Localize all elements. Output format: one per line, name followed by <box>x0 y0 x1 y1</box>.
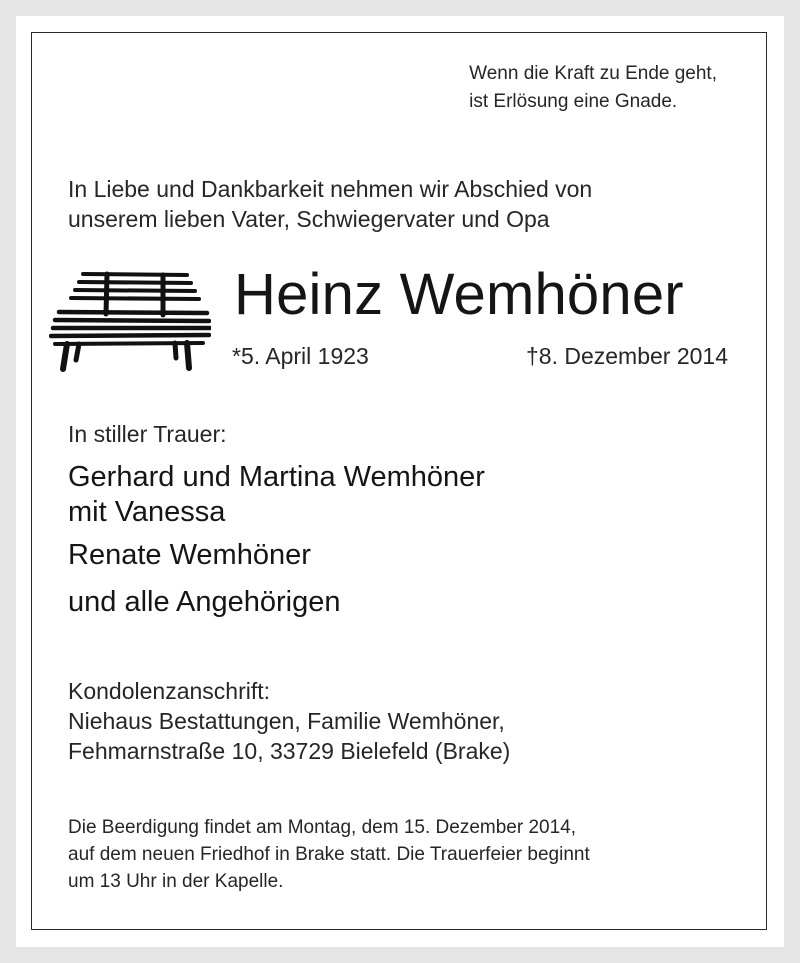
deceased-name: Heinz Wemhöner <box>234 262 684 327</box>
mourner-line: Renate Wemhöner <box>68 539 311 571</box>
funeral-line-2: auf dem neuen Friedhof in Brake statt. Die Trauerfeier beginnt <box>68 844 590 865</box>
death-date: †8. Dezember 2014 <box>525 343 728 369</box>
mourner-line: und alle Angehörigen <box>68 586 341 618</box>
birth-date: *5. April 1923 <box>232 343 369 369</box>
funeral-line-3: um 13 Uhr in der Kapelle. <box>68 871 284 892</box>
funeral-line-1: Die Beerdigung findet am Montag, dem 15. Dezember 2014, <box>68 817 577 838</box>
condolence-address <box>68 676 510 766</box>
mourners-list <box>68 460 485 620</box>
obituary-sheet <box>16 16 784 947</box>
motto-line-1: Wenn die Kraft zu Ende geht, <box>469 63 717 84</box>
condolence-line-1: Niehaus Bestattungen, Familie Wemhöner, <box>68 708 505 734</box>
intro-line-1: In Liebe und Dankbarkeit nehmen wir Abschied von <box>68 176 593 202</box>
mourner-line: Gerhard und Martina Wemhöner <box>68 461 485 493</box>
mourner-line: mit Vanessa <box>68 496 226 528</box>
intro-line-2: unserem lieben Vater, Schwiegervater und Opa <box>68 206 550 232</box>
condolence-line-2: Fehmarnstraße 10, 33729 Bielefeld (Brake) <box>68 738 511 764</box>
mourning-label: In stiller Trauer: <box>68 421 227 447</box>
bench-icon <box>49 268 211 372</box>
funeral-notice <box>68 814 590 895</box>
condolence-label: Kondolenzanschrift: <box>68 678 271 704</box>
motto-line-2: ist Erlösung eine Gnade. <box>469 91 678 112</box>
intro-text <box>68 174 592 234</box>
motto <box>469 60 717 116</box>
